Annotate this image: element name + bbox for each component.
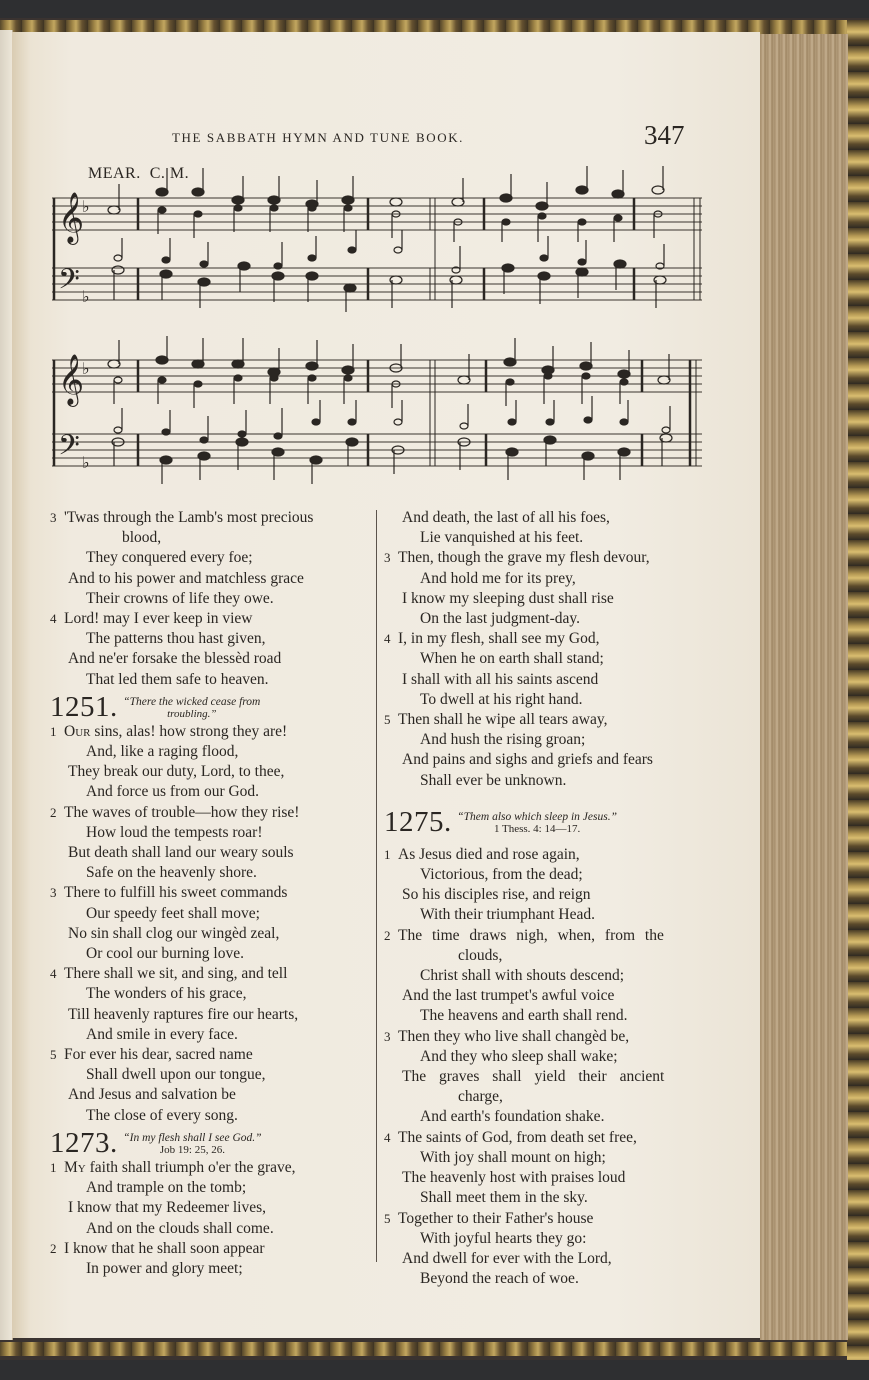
hymn-number: 1251 [50, 690, 110, 723]
verse-line: And earth's foundation shake. [420, 1108, 605, 1126]
verse-line: The graves shall yield their ancient [402, 1068, 665, 1086]
verse-line: And Jesus and salvation be [68, 1086, 236, 1104]
verse-line: To dwell at his right hand. [420, 690, 583, 708]
verse-line: But death shall land our weary souls [68, 844, 294, 862]
verse-line: And the last trumpet's awful voice [402, 987, 615, 1005]
verse-line: 4 There shall we sit, and sing, and tell [50, 965, 288, 983]
verse-line: Safe on the heavenly shore. [86, 864, 257, 882]
verse-line: And pains and sighs and griefs and fears [402, 751, 653, 769]
verse-line: Lie vanquished at his feet. [420, 529, 584, 547]
verse-line: I know my sleeping dust shall rise [402, 589, 614, 607]
verse-line: I shall with all his saints ascend [402, 670, 599, 688]
verse-line: 4 The saints of God, from death set free, [384, 1128, 637, 1146]
verse-line: 2 The time draws nigh, when, from the [384, 926, 664, 944]
music-system-2 [52, 324, 712, 489]
left-column [50, 508, 370, 1279]
verse-line: And they who sleep shall wake; [420, 1047, 618, 1065]
running-header: THE SABBATH HYMN AND TUNE BOOK. [172, 130, 465, 145]
verse-line: Our speedy feet shall move; [86, 904, 260, 922]
verse-line: And force us from our God. [86, 783, 260, 801]
verse-line: And ne'er forsake the blessèd road [68, 650, 282, 668]
book-page [12, 32, 760, 1338]
svg-text:♭: ♭ [82, 455, 90, 472]
verse-line: The heavens and earth shall rend. [420, 1007, 628, 1025]
svg-text:𝄞: 𝄞 [58, 192, 85, 243]
page-fore-edge [760, 34, 848, 1340]
score-staff-image [52, 162, 712, 322]
verse-line: 1 Our sins, alas! how strong they are! [50, 722, 288, 740]
verse-line: 1 As Jesus died and rose again, [384, 845, 580, 863]
verse-line: In power and glory meet; [86, 1259, 243, 1277]
verse-line: Their crowns of life they owe. [86, 589, 274, 607]
verse-line: And, like a raging flood, [86, 743, 239, 761]
verse-line: 4 Lord! may I ever keep in view [50, 610, 253, 628]
verse-line: 3 'Twas through the Lamb's most precious [50, 509, 314, 526]
page-number: 347 [644, 120, 685, 150]
verse-line: And death, the last of all his foes, [402, 509, 610, 526]
verse-line: The close of every song. [86, 1106, 238, 1124]
verse-line: Shall dwell upon our tongue, [86, 1066, 266, 1084]
verse-line: Beyond the reach of woe. [420, 1270, 579, 1288]
hymn-heading-1273: 1273 . “In my flesh shall I see God.” Job 19: 25, 26. [50, 1126, 262, 1159]
verse-line: Victorious, from the dead; [420, 866, 583, 884]
verse-line: And smile in every face. [86, 1025, 238, 1043]
verse-line: And on the clouds shall come. [86, 1219, 274, 1237]
verse-line: charge, [458, 1088, 503, 1106]
verse-line: Shall meet them in the sky. [420, 1189, 588, 1207]
verse-line: And hold me for its prey, [420, 569, 576, 587]
verse-line: 3 There to fulfill his sweet commands [50, 884, 288, 902]
verse-line: On the last judgment-day. [420, 610, 580, 628]
music-system-1 [52, 162, 712, 322]
verse-line: No sin shall clog our wingèd zeal, [68, 924, 280, 942]
hymn-title: “Them also which sleep in Jesus.” 1 Thess. 4: 14—17. [457, 810, 617, 835]
verse-line: 5 Then shall he wipe all tears away, [384, 711, 608, 729]
verse-line: clouds, [458, 946, 503, 964]
verse-line: 5 Together to their Father's house [384, 1209, 594, 1227]
verse-line: They conquered every foe; [86, 549, 253, 567]
hymn-heading-1275: 1275 . “Them also which sleep in Jesus.” 1 Thess. 4: 14—17. [384, 805, 617, 838]
scripture-reference: 1 Thess. 4: 14—17. [493, 822, 581, 835]
verse-line: With their triumphant Head. [420, 906, 595, 924]
verse-line: That led them safe to heaven. [86, 670, 269, 688]
verse-line: 1 My faith shall triumph o'er the grave, [50, 1158, 296, 1176]
verse-line: 5 For ever his dear, sacred name [50, 1046, 253, 1064]
score-staff-image [52, 324, 712, 489]
verse-line: And to his power and matchless grace [68, 569, 304, 587]
svg-text:𝄞: 𝄞 [58, 354, 85, 405]
verse-line: 2 The waves of trouble—how they rise! [50, 803, 300, 821]
hymn-heading-1251: 1251 . “There the wicked cease from troubling.” [50, 690, 261, 723]
gilt-border-right [847, 20, 869, 1360]
verse-line: And hush the rising groan; [420, 731, 586, 749]
tune-name: MEAR. [88, 165, 141, 182]
verse-line: With joy shall mount on high; [420, 1148, 606, 1166]
verse-line: 2 I know that he shall soon appear [50, 1239, 265, 1257]
verse-line: Till heavenly raptures fire our hearts, [68, 1005, 299, 1023]
hymn-title: “There the wicked cease from troubling.” [123, 695, 261, 720]
verse-line: So his disciples rise, and reign [402, 886, 591, 904]
hymn-title: “In my flesh shall I see God.” Job 19: 25, 26. [123, 1131, 262, 1156]
right-column [384, 508, 719, 1289]
svg-text:𝄢: 𝄢 [58, 429, 80, 469]
scripture-reference: Job 19: 25, 26. [159, 1143, 225, 1156]
verse-line: Shall ever be unknown. [420, 771, 567, 789]
svg-text:♭: ♭ [82, 199, 90, 216]
verse-line: 3 Then they who live shall changèd be, [384, 1027, 630, 1045]
tune-meter: C. M. [149, 165, 190, 182]
hymn-number: 1275 [384, 805, 444, 838]
hymn-number: 1273 [50, 1126, 110, 1159]
verse-line: The patterns thou hast given, [86, 630, 266, 648]
verse-line: They break our duty, Lord, to thee, [68, 763, 285, 781]
verse-line: 3 Then, though the grave my flesh devour, [384, 549, 650, 567]
svg-text:♭: ♭ [82, 361, 90, 378]
svg-text:♭: ♭ [82, 289, 90, 306]
verse-line: The heavenly host with praises loud [402, 1169, 626, 1187]
svg-text:𝄢: 𝄢 [58, 263, 80, 303]
verse-line: How loud the tempests roar! [86, 823, 263, 841]
verse-line: Or cool our burning love. [86, 945, 244, 963]
verse-line: The wonders of his grace, [86, 985, 247, 1003]
verse-line: With joyful hearts they go: [420, 1229, 587, 1247]
verse-line: When he on earth shall stand; [420, 650, 604, 668]
verse-line: And trample on the tomb; [86, 1179, 247, 1197]
verse-line: Christ shall with shouts descend; [420, 967, 625, 985]
verse-line: And dwell for ever with the Lord, [402, 1249, 612, 1267]
verse-line: I know that my Redeemer lives, [68, 1199, 267, 1217]
verse-line: blood, [122, 529, 162, 547]
column-divider [376, 510, 377, 1262]
gilt-border-bottom [0, 1342, 869, 1356]
verse-line: 4 I, in my flesh, shall see my God, [384, 630, 600, 648]
